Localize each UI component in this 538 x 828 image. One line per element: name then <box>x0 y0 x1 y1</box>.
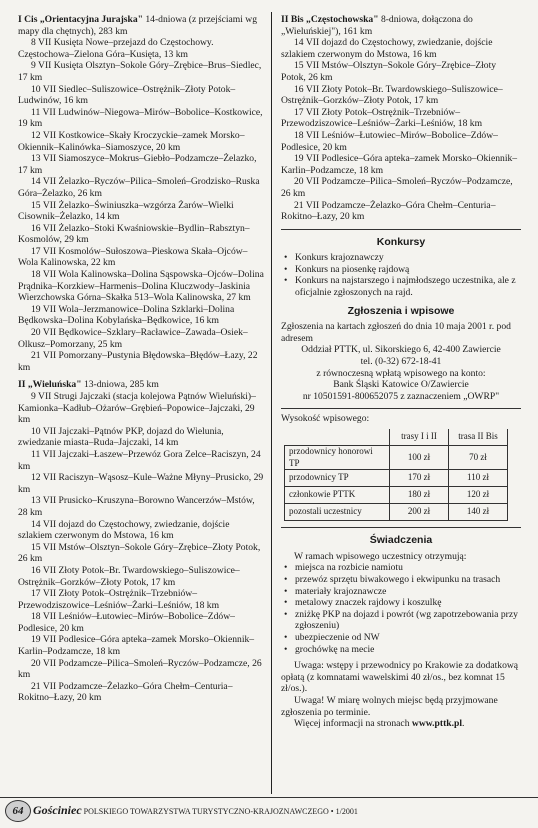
more-info-end: . <box>462 718 465 730</box>
stage-item: 12 VII Kostkowice–Skały Kroczyckie–zamek Morsko–Okiennik–Kalinówka–Siamoszyce, 20 km <box>18 129 245 153</box>
footer-separator: • <box>330 807 334 816</box>
stage-item: 14 VII dojazd do Częstochowy, zwiedzanie, dojście szlakiem czerwonym do Mstowa, 16 km <box>18 518 230 542</box>
address-line: Oddział PTTK, ul. Sikorskiego 6, 42-400 Zawiercie <box>301 344 501 356</box>
list-item: • przewóz sprzętu biwakowego i ekwipunku na trasach <box>295 574 521 586</box>
zgloszenia-text: Zgłoszenia na kartach zgłoszeń do dnia 10 maja 2001 r. pod adresem <box>281 321 511 344</box>
list-item: • Konkurs na piosenkę rajdową <box>295 264 521 276</box>
note-krakow: Uwaga: wstępy i przewodnicy po Krakowie za dodatkową opłatą (z komnatami wawelskimi 40 zł/os., bez komnat 15 zł/os.). <box>281 660 519 695</box>
stage-item: 12 VII Raciszyn–Wąsosz–Kule–Ważne Młyny–Prusicko, 29 km <box>18 472 264 495</box>
trip-cis-section <box>18 14 264 373</box>
column-divider <box>271 12 272 794</box>
fee-row-label: pozostali uczestnicy <box>285 504 390 521</box>
stage-item: 18 VII Leśniów–Łutowiec–Mirów–Bobolice–Zdów–Podlesice, 20 km <box>281 129 498 153</box>
fee-row <box>285 446 508 470</box>
section-divider <box>281 229 521 230</box>
stage-item: 16 VII Złoty Potok–Br. Twardowskiego–Suliszowice–Ostrężnik–Gorzków–Złoty Potok, 17 km <box>18 564 240 588</box>
section-divider <box>281 408 521 409</box>
fee-value: 180 zł <box>390 487 449 504</box>
trip-cis-header <box>18 14 264 37</box>
bank-account: nr 10501591-800652075 z zaznaczeniem „OWRP" <box>302 390 500 402</box>
fee-table-header <box>285 429 508 446</box>
swiadczenia-heading: Świadczenia <box>369 534 433 547</box>
fee-row-label: członkowie PTTK <box>285 487 390 504</box>
left-column <box>18 14 264 704</box>
stage-item: 20 VII Podzamcze–Pilica–Smoleń–Ryczów–Podzamcze, 26 km <box>281 176 513 199</box>
list-item: • Konkurs na najstarszego i najmłodszego uczestnika, ale z oficjalnie zgłoszonych na rajd. <box>295 275 521 298</box>
list-item: • grochówkę na mecie <box>295 644 521 656</box>
trip-wielunska-stages <box>18 391 264 704</box>
fee-row-label: przodownicy honorowi TP <box>285 446 390 470</box>
stage-item: 9 VII Kusięta Olsztyn–Sokole Góry–Zrębice–Brus–Siedlec, 17 km <box>18 60 262 83</box>
stage-item: 20 VII Będkowice–Szklary–Racławice–Zawada–Osiek–Olkusz–Pomorzany, 25 km <box>18 327 248 350</box>
stage-item: 15 VII Żelazko–Świniuszka–wzgórza Żarów–Wielki Cisownik–Żelazko, 14 km <box>18 199 234 223</box>
fee-col-header: trasy I i II <box>390 429 449 446</box>
list-item: • miejsca na rozbicie namiotu <box>295 562 521 574</box>
stage-item: 15 VII Mstów–Olsztyn–Sokole Góry–Zrębice–Złoty Potok, 26 km <box>281 60 497 83</box>
trip-bis-section <box>281 14 521 223</box>
fee-value: 70 zł <box>449 446 508 470</box>
list-item: • zniżkę PKP na dojazd i powrót (wg zapotrzebowania przy zgłoszeniu) <box>295 609 521 632</box>
magazine-name: Gościniec <box>33 803 82 817</box>
fee-table <box>284 429 508 521</box>
stage-item: 16 VII Żelazko–Stoki Kwaśniowskie–Bydlin–Rabsztyn–Kosmolów, 29 km <box>18 222 250 246</box>
note-late-signup: Uwaga! W miarę wolnych miejsc będą przyjmowane zgłoszenia po terminie. <box>281 694 498 718</box>
fee-value: 100 zł <box>390 446 449 470</box>
stage-item: 10 VII Jajczaki–Pątnów PKP, dojazd do Wielunia, zwiedzanie miasta–Ruda–Jajczaki, 14 km <box>18 425 224 449</box>
stage-item: 18 VII Wola Kalinowska–Dolina Sąspowska–Ojców–Dolina Prądnika–Korzkiew–Harmenis–Dolina Kluczwody–Jaskinia Wierzchowska Górna–Skałka 513–Wola Kalinowska, 27 km <box>18 269 264 304</box>
list-item: • metalowy znaczek rajdowy i koszulkę <box>295 597 521 609</box>
publisher-name: POLSKIEGO TOWARZYSTWA TURYSTYCZNO-KRAJOZNAWCZEGO <box>83 807 329 816</box>
fee-value: 120 zł <box>449 487 508 504</box>
list-item: • Konkurs krajoznawczy <box>295 252 521 264</box>
stage-item: 21 VII Pomorzany–Pustynia Błędowska–Błędów–Łazy, 22 km <box>18 350 258 373</box>
stage-item: 14 VII Żelazko–Ryczów–Pilica–Smoleń–Grodzisko–Ruska Góra–Żelazko, 26 km <box>18 176 260 199</box>
stage-item: 18 VII Leśniów–Łutowiec–Mirów–Bobolice–Zdów–Podlesice, 20 km <box>18 611 235 634</box>
zgloszenia-heading: Zgłoszenia i wpisowe <box>347 304 455 317</box>
stage-item: 14 VII dojazd do Częstochowy, zwiedzanie, dojście szlakiem czerwonym do Mstowa, 16 km <box>281 37 493 60</box>
bank-intro: z równoczesną wpłatą wpisowego na konto: <box>316 367 486 379</box>
stage-item: 17 VII Kosmolów–Sułoszowa–Pieskowa Skała–Ojców–Wola Kalinowska, 22 km <box>18 245 248 269</box>
issue-number: 1/2001 <box>335 807 358 816</box>
section-divider <box>281 527 521 528</box>
stage-item: 19 VII Wola–Jerzmanowice–Dolina Szklarki–Dolina Będkowska–Dolina Kobylańska–Będkowice, 16 km <box>18 303 235 327</box>
trip-wielunska-title: II „Wieluńska" <box>18 379 82 391</box>
stage-item: 11 VII Jajczaki–Łaszew–Przewóz Gora Zelce–Raciszyn, 24 km <box>18 448 261 472</box>
fee-row <box>285 504 508 521</box>
swiadczenia-list <box>281 562 521 655</box>
stage-item: 17 VII Złoty Potok–Ostrężnik–Trzebniów–Przewodziszowice–Leśniów–Żarki–Leśniów, 18 km <box>281 106 483 130</box>
fee-label: Wysokość wpisowego: <box>281 413 370 425</box>
fee-table-corner <box>285 429 390 446</box>
stage-item: 21 VII Podzamcze–Żelazko–Góra Chełm–Centuria–Rokitno–Łazy, 20 km <box>281 199 496 223</box>
stage-item: 13 VII Prusicko–Kruszyna–Borowno Wancerzów–Mstów, 28 km <box>18 495 255 518</box>
page-footer <box>0 800 538 826</box>
fee-value: 170 zł <box>390 470 449 487</box>
stage-item: 8 VII Kusięta Nowe–przejazd do Częstochowy. Częstochowa–Zielona Góra–Kusięta, 13 km <box>18 37 214 60</box>
trip-bis-intro: 8-dniowa, dołączona do „Wieluńskiej"), 161 km <box>281 14 473 37</box>
fee-row <box>285 470 508 487</box>
trip-bis-stages <box>281 37 521 223</box>
stage-item: 11 VII Ludwinów–Niegowa–Mirów–Bobolice–Kostkowice, 19 km <box>18 106 263 130</box>
fee-col-header: trasa II Bis <box>449 429 508 446</box>
more-info-text: Więcej informacji na stronach <box>294 718 412 730</box>
footer-rule <box>0 797 538 798</box>
page-number: 64 <box>5 800 31 822</box>
fee-value: 110 zł <box>449 470 508 487</box>
fee-value: 140 zł <box>449 504 508 521</box>
stage-item: 20 VII Podzamcze–Pilica–Smoleń–Ryczów–Podzamcze, 26 km <box>18 657 262 681</box>
list-item: • ubezpieczenie od NW <box>295 632 521 644</box>
phone-line: tel. (0-32) 672-18-41 <box>360 356 442 368</box>
website-link[interactable]: www.pttk.pl <box>411 718 463 730</box>
fee-row-label: przodownicy TP <box>285 470 390 487</box>
trip-cis-intro: 14-dniowa (z przejściami wg mapy dla chętnych), 283 km <box>18 14 258 37</box>
stage-item: 21 VII Podzamcze–Żelazko–Góra Chełm–Centuria–Rokitno–Łazy, 20 km <box>18 680 233 704</box>
footer-text <box>33 803 358 818</box>
stage-item: 9 VII Strugi Jajczaki (stacja kolejowa Pątnów Wieluński)–Kamionka–Kadłub–Ożarów–Grębień–Popowice–Jajczaki, 29 km <box>18 391 256 426</box>
trip-bis-header <box>281 14 521 37</box>
konkursy-heading: Konkursy <box>376 235 426 248</box>
trip-cis-title: I Cis „Orientacyjna Jurajska" <box>18 14 143 25</box>
konkursy-list <box>281 252 521 298</box>
stage-item: 10 VII Siedlec–Suliszowice–Ostrężnik–Złoty Potok–Ludwinów, 16 km <box>18 83 236 107</box>
more-info <box>281 718 521 730</box>
swiadczenia-intro: W ramach wpisowego uczestnicy otrzymują: <box>294 550 467 562</box>
trip-cis-stages <box>18 37 264 373</box>
stage-item: 16 VII Złoty Potok–Br. Twardowskiego–Suliszowice–Ostrężnik–Gorzków–Złoty Potok, 17 km <box>281 83 503 107</box>
trip-wielunska-section <box>18 379 264 704</box>
trip-wielunska-intro: 13-dniowa, 285 km <box>81 379 159 391</box>
stage-item: 19 VII Podlesice–Góra apteka–zamek Morsko–Okiennik–Karlin–Podzamcze, 18 km <box>281 153 518 176</box>
fee-value: 200 zł <box>390 504 449 521</box>
stage-item: 19 VII Podlesice–Góra apteka–zamek Morsko–Okiennik–Karlin–Podzamcze, 18 km <box>18 634 255 658</box>
trip-bis-title: II Bis „Częstochowska" <box>281 14 379 25</box>
fee-row <box>285 487 508 504</box>
list-item: • materiały krajoznawcze <box>295 586 521 598</box>
stage-item: 13 VII Siamoszyce–Mokrus–Giebło–Podzamcze–Żelazko, 17 km <box>18 153 257 176</box>
stage-item: 17 VII Złoty Potok–Ostrężnik–Trzebniów–Przewodziszowice–Leśniów–Żarki–Leśniów, 18 km <box>18 588 220 611</box>
right-column <box>281 14 521 730</box>
stage-item: 15 VII Mstów–Olsztyn–Sokole Góry–Zrębice–Złoty Potok, 26 km <box>18 541 261 565</box>
bank-name: Bank Śląski Katowice O/Zawiercie <box>333 379 469 391</box>
trip-wielunska-header <box>18 379 264 391</box>
